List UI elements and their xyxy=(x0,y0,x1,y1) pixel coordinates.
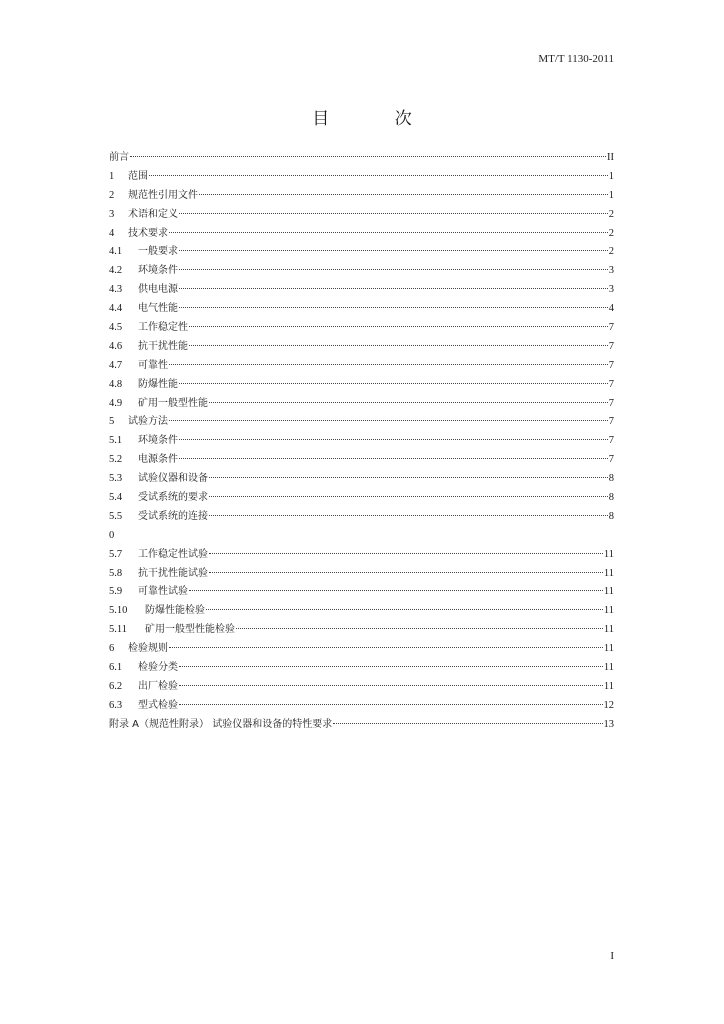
toc-entry-number: 6.2 xyxy=(109,680,123,692)
toc-entry-number: 5 xyxy=(109,416,115,428)
toc-entry-page: II xyxy=(607,152,614,163)
toc-dot-leader xyxy=(209,572,603,573)
toc-entry-number: 0 xyxy=(109,529,115,541)
toc-entry-page: 11 xyxy=(603,643,614,655)
toc-entry-number: 4.6 xyxy=(109,340,123,352)
toc-entry-title: 前言 xyxy=(109,152,129,163)
toc-entry[interactable] xyxy=(109,640,614,659)
toc-entry-title: 出厂检验 xyxy=(138,680,178,692)
toc-dot-leader xyxy=(209,515,608,516)
toc-entry-title: 受试系统的要求 xyxy=(138,492,208,504)
page-number: I xyxy=(610,950,614,962)
toc-entry-page: 1 xyxy=(608,189,614,201)
toc-dot-leader xyxy=(209,553,603,554)
toc-entry-title: 受试系统的连接 xyxy=(138,510,208,522)
toc-entry-page: 11 xyxy=(603,567,614,579)
toc-entry[interactable] xyxy=(109,168,614,187)
toc-dot-leader xyxy=(179,666,603,667)
toc-entry-number: 4.3 xyxy=(109,284,123,296)
toc-entry-title: 电源条件 xyxy=(138,454,178,466)
toc-entry-title: 防爆性能检验 xyxy=(145,605,205,617)
toc-entry-page: 11 xyxy=(603,605,614,617)
toc-entry[interactable] xyxy=(109,470,614,489)
toc-entry-page: 3 xyxy=(608,265,614,277)
toc-entry[interactable] xyxy=(109,659,614,678)
toc-entry-title: 试验方法 xyxy=(128,416,168,428)
table-of-contents xyxy=(109,149,614,735)
toc-entry-title: 术语和定义 xyxy=(128,208,178,220)
toc-dot-leader xyxy=(189,345,608,346)
toc-entry-title: 检验规则 xyxy=(128,643,168,655)
toc-dot-leader xyxy=(236,628,603,629)
toc-dot-leader xyxy=(169,420,608,421)
toc-entry-title: 矿用一般型性能 xyxy=(138,397,208,409)
toc-entry-title: 型式检验 xyxy=(138,699,178,711)
toc-dot-leader xyxy=(209,477,608,478)
toc-entry-number: 6.1 xyxy=(109,662,123,674)
toc-dot-leader xyxy=(179,458,608,459)
toc-entry-number: 5.2 xyxy=(109,454,123,466)
toc-entry-title: 附录 A（规范性附录） 试验仪器和设备的特性要求 xyxy=(109,718,333,730)
toc-entry-title: 矿用一般型性能检验 xyxy=(145,624,235,636)
toc-entry-page: 7 xyxy=(608,454,614,466)
toc-entry[interactable] xyxy=(109,583,614,602)
toc-entry-page: 7 xyxy=(608,435,614,447)
toc-entry[interactable] xyxy=(109,508,614,527)
toc-dot-leader xyxy=(179,250,608,251)
toc-dot-leader xyxy=(189,326,608,327)
toc-dot-leader xyxy=(179,269,608,270)
toc-entry[interactable] xyxy=(109,300,614,319)
header-code: MT/T 1130-2011 xyxy=(538,53,614,65)
toc-entry[interactable] xyxy=(109,395,614,414)
toc-entry-title: 试验仪器和设备 xyxy=(138,473,208,485)
toc-entry-page: 2 xyxy=(608,246,614,258)
toc-entry-title: 防爆性能 xyxy=(138,378,178,390)
toc-entry-number: 5.11 xyxy=(109,624,127,636)
toc-entry[interactable] xyxy=(109,338,614,357)
toc-dot-leader xyxy=(149,175,608,176)
toc-entry-number: 4.7 xyxy=(109,359,123,371)
toc-entry[interactable] xyxy=(109,243,614,262)
toc-entry-number: 4.2 xyxy=(109,265,123,277)
toc-entry-page: 8 xyxy=(608,510,614,522)
toc-entry-title: 抗干扰性能试验 xyxy=(138,567,208,579)
toc-entry-title: 可靠性试验 xyxy=(138,586,188,598)
toc-dot-leader xyxy=(179,383,608,384)
toc-dot-leader xyxy=(179,288,608,289)
toc-entry-page: 3 xyxy=(608,284,614,296)
toc-entry-number: 6 xyxy=(109,643,115,655)
toc-dot-leader xyxy=(179,704,603,705)
toc-entry[interactable] xyxy=(109,451,614,470)
toc-entry-number: 2 xyxy=(109,189,115,201)
toc-entry-number: 4.1 xyxy=(109,246,123,258)
toc-entry-number: 1 xyxy=(109,170,115,182)
toc-dot-leader xyxy=(199,194,608,195)
toc-dot-leader xyxy=(179,213,608,214)
toc-entry-page: 7 xyxy=(608,416,614,428)
toc-entry-page: 4 xyxy=(608,303,614,315)
toc-entry-title: 规范性引用文件 xyxy=(128,189,198,201)
toc-dot-leader xyxy=(169,364,608,365)
toc-entry-title: 抗干扰性能 xyxy=(138,340,188,352)
toc-entry[interactable] xyxy=(109,225,614,244)
toc-entry-number: 4.8 xyxy=(109,378,123,390)
toc-entry-title: 技术要求 xyxy=(128,227,168,239)
toc-entry[interactable] xyxy=(109,716,614,735)
toc-dot-leader xyxy=(206,609,603,610)
toc-entry-page: 11 xyxy=(603,680,614,692)
toc-entry-number: 5.9 xyxy=(109,586,123,598)
toc-entry[interactable] xyxy=(109,319,614,338)
toc-entry-title: 环境条件 xyxy=(138,435,178,447)
toc-entry[interactable] xyxy=(109,602,614,621)
toc-entry-page: 13 xyxy=(603,718,614,730)
toc-entry-page: 11 xyxy=(603,624,614,636)
toc-dot-leader xyxy=(169,232,608,233)
toc-dot-leader xyxy=(130,156,606,157)
toc-entry[interactable] xyxy=(109,527,614,546)
toc-entry-page: 1 xyxy=(608,170,614,182)
toc-entry-title: 工作稳定性试验 xyxy=(138,548,208,560)
toc-dot-leader xyxy=(169,647,603,648)
toc-entry-title: 检验分类 xyxy=(138,662,178,674)
toc-entry-page: 7 xyxy=(608,359,614,371)
toc-entry[interactable] xyxy=(109,697,614,716)
toc-entry-title: 一般要求 xyxy=(138,246,178,258)
toc-entry-title: 范围 xyxy=(128,170,148,182)
toc-dot-leader xyxy=(179,685,603,686)
toc-entry[interactable] xyxy=(109,187,614,206)
toc-entry[interactable] xyxy=(109,376,614,395)
toc-entry-number: 6.3 xyxy=(109,699,123,711)
toc-entry-page: 7 xyxy=(608,397,614,409)
toc-entry[interactable] xyxy=(109,489,614,508)
toc-entry-number: 3 xyxy=(109,208,115,220)
toc-entry-number: 4.9 xyxy=(109,397,123,409)
toc-entry-page: 7 xyxy=(608,340,614,352)
toc-entry-page: 7 xyxy=(608,322,614,334)
toc-entry-title: 环境条件 xyxy=(138,265,178,277)
toc-entry-page: 8 xyxy=(608,473,614,485)
toc-entry-number: 4 xyxy=(109,227,115,239)
toc-entry[interactable] xyxy=(109,565,614,584)
toc-entry-page: 11 xyxy=(603,548,614,560)
toc-entry[interactable] xyxy=(109,678,614,697)
toc-entry-number: 5.7 xyxy=(109,548,123,560)
toc-dot-leader xyxy=(179,307,608,308)
toc-entry-number: 4.5 xyxy=(109,322,123,334)
toc-entry[interactable] xyxy=(109,149,614,168)
toc-entry[interactable] xyxy=(109,413,614,432)
toc-entry-title: 可靠性 xyxy=(138,359,168,371)
toc-dot-leader xyxy=(209,496,608,497)
toc-entry-page: 11 xyxy=(603,662,614,674)
toc-entry-number: 5.8 xyxy=(109,567,123,579)
toc-dot-leader xyxy=(333,723,602,724)
toc-entry[interactable] xyxy=(109,262,614,281)
toc-entry-number: 4.4 xyxy=(109,303,123,315)
toc-title: 目 次 xyxy=(312,109,442,129)
toc-entry-page: 8 xyxy=(608,492,614,504)
toc-entry[interactable] xyxy=(109,432,614,451)
toc-entry-number: 5.1 xyxy=(109,435,123,447)
toc-entry-page: 11 xyxy=(603,586,614,598)
toc-entry[interactable] xyxy=(109,546,614,565)
toc-entry-page: 2 xyxy=(608,208,614,220)
toc-entry-number: 5.10 xyxy=(109,605,128,617)
toc-dot-leader xyxy=(179,439,608,440)
toc-entry-page: 2 xyxy=(608,227,614,239)
toc-entry[interactable] xyxy=(109,621,614,640)
toc-entry-number: 5.4 xyxy=(109,492,123,504)
toc-entry[interactable] xyxy=(109,206,614,225)
toc-entry[interactable] xyxy=(109,357,614,376)
toc-entry-number: 5.3 xyxy=(109,473,123,485)
toc-dot-leader xyxy=(209,402,608,403)
toc-dot-leader xyxy=(189,590,603,591)
toc-entry-number: 5.5 xyxy=(109,510,123,522)
toc-entry-title: 电气性能 xyxy=(138,303,178,315)
toc-entry-page: 12 xyxy=(603,699,614,711)
toc-entry[interactable] xyxy=(109,281,614,300)
toc-entry-title: 供电电源 xyxy=(138,284,178,296)
toc-entry-page: 7 xyxy=(608,378,614,390)
toc-entry-title: 工作稳定性 xyxy=(138,322,188,334)
